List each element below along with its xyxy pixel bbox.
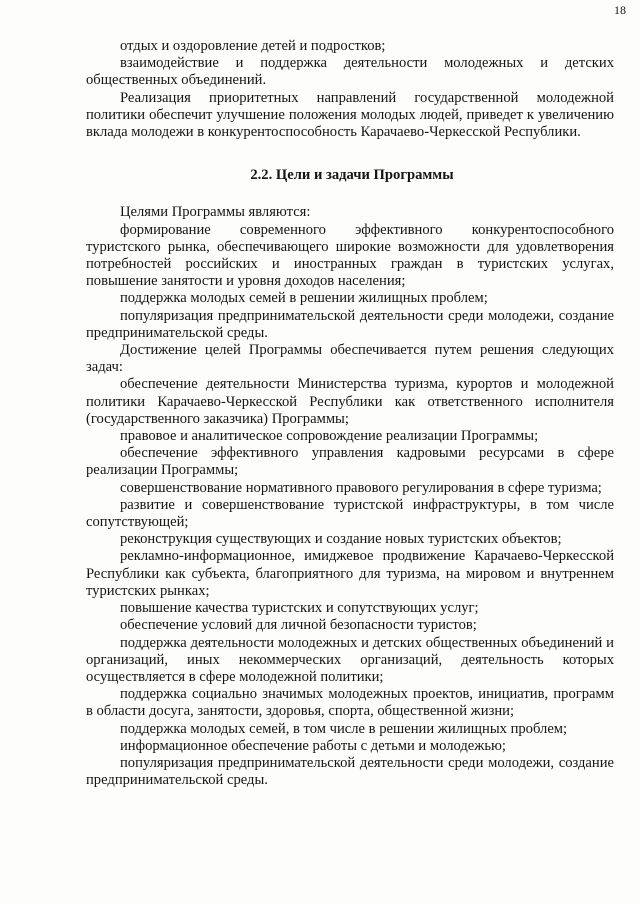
task-item: рекламно-информационное, имиджевое продвижение Карачаево-Черкесской Республики как субъекта, благоприятного для туризма, на мировом и внутреннем туристских рынках; — [86, 548, 614, 599]
task-item: поддержка молодых семей, в том числе в решении жилищных проблем; — [120, 720, 568, 737]
task-item: обеспечение эффективного управления кадровыми ресурсами в сфере реализации Программы; — [86, 445, 614, 479]
tasks-intro: Достижение целей Программы обеспечивается путем решения следующих задач: — [86, 342, 614, 376]
task-item: обеспечение деятельности Министерства туризма, курортов и молодежной политики Карачаево-Черкесской Республики как ответственного исполнителя (государственного заказчика) Программы; — [86, 376, 614, 427]
task-item: совершенствование нормативного правового регулирования в сфере туризма; — [120, 479, 602, 496]
task-item: поддержка социально значимых молодежных проектов, инициатив, программ в области досуга, занятости, здоровья, спорта, общественной жизни; — [86, 686, 614, 720]
task-item: повышение качества туристских и сопутствующих услуг; — [120, 600, 479, 617]
goal-item: формирование современного эффективного конкурентоспособного туристского рынка, обеспечивающего широкие возможности для удовлетворения потребностей российских и иностранных граждан в туристских услугах, повышение занятости и уровня доходов населения; — [86, 221, 614, 290]
task-item: поддержка деятельности молодежных и детских общественных объединений и организаций, иных некоммерческих организаций, деятельность которых осуществляется в сфере молодежной политики; — [86, 634, 614, 685]
task-item: информационное обеспечение работы с детьми и молодежью; — [120, 737, 506, 754]
task-item: обеспечение условий для личной безопасности туристов; — [120, 617, 477, 634]
section-heading: 2.2. Цели и задачи Программы — [250, 167, 454, 184]
task-item: правовое и аналитическое сопровождение реализации Программы; — [120, 428, 539, 445]
page-number: 18 — [614, 3, 626, 17]
intro-paragraph: взаимодействие и поддержка деятельности молодежных и детских общественных объединений. — [86, 55, 614, 89]
task-item: популяризация предпринимательской деятельности среди молодежи, создание предпринимательской среды. — [86, 754, 614, 789]
task-item: реконструкция существующих и создание новых туристских объектов; — [120, 531, 562, 548]
intro-paragraph: Реализация приоритетных направлений государственной молодежной политики обеспечит улучшение положения молодых людей, приведет к увеличению вклада молодежи в конкурентоспособность Карачаево-Черкесской Республики. — [86, 89, 614, 141]
goal-item: популяризация предпринимательской деятельности среди молодежи, создание предпринимательской среды. — [86, 307, 614, 341]
intro-paragraph: отдых и оздоровление детей и подростков; — [120, 38, 386, 54]
task-item: развитие и совершенствование туристской инфраструктуры, в том числе сопутствующей; — [86, 496, 614, 531]
goal-item: поддержка молодых семей в решении жилищных проблем; — [120, 290, 488, 307]
goals-intro: Целями Программы являются: — [120, 204, 311, 221]
